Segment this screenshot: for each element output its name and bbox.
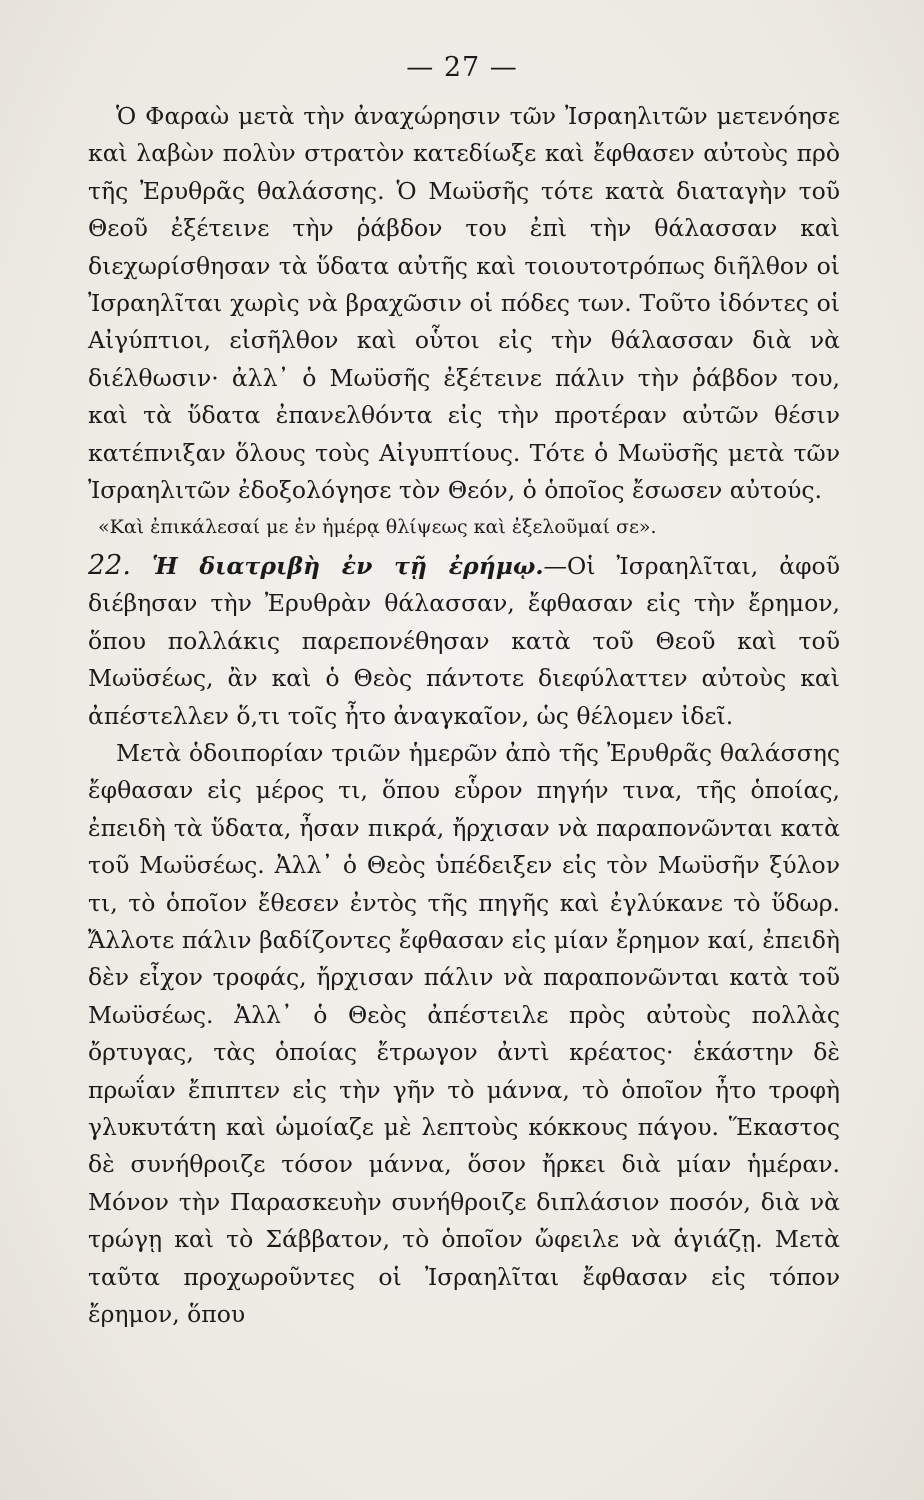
- paragraph-red-sea: Ὁ Φαραὼ μετὰ τὴν ἀναχώρησιν τῶν Ἰσραηλιτῶν μετενόησε καὶ λαβὼν πολὺν στρατὸν κατεδίωξε καὶ ἔφθασεν αὐτοὺς πρὸ τῆς Ἐρυθρᾶς θαλάσσης. Ὁ Μωϋσῆς τότε κατὰ διαταγὴν τοῦ Θεοῦ ἐξέτεινε τὴν ῥάβδον του ἐπὶ τὴν θάλασσαν καὶ διεχωρίσθησαν τὰ ὕδατα αὐτῆς καὶ τοιουτοτρόπως διῆλθον οἱ Ἰσραηλῖται χωρὶς νὰ βραχῶσιν οἱ πόδες των. Τοῦτο ἰδόντες οἱ Αἰγύπτιοι, εἰσῆλθον καὶ οὗτοι εἰς τὴν θάλασσαν διὰ νὰ διέλθωσιν· ἀλλ᾽ ὁ Μωϋσῆς ἐξέτεινε πάλιν τὴν ῥάβδον του, καὶ τὰ ὕδατα ἐπανελθόντα εἰς τὴν προτέραν αὐτῶν θέσιν κατέπνιξαν ὅλους τοὺς Αἰγυπτίους. Τότε ὁ Μωϋσῆς μετὰ τῶν Ἰσραηλιτῶν ἐδοξολόγησε τὸν Θεόν, ὁ ὁποῖος ἔσωσεν αὐτούς.: [88, 102, 840, 505]
- paragraph-desert-journey: Μετὰ ὁδοιπορίαν τριῶν ἡμερῶν ἀπὸ τῆς Ἐρυθρᾶς θαλάσσης ἔφθασαν εἰς μέρος τι, ὅπου εὗρον πηγήν τινα, τῆς ὁποίας, ἐπειδὴ τὰ ὕδατα, ἦσαν πικρά, ἤρχισαν νὰ παραπονῶνται κατὰ τοῦ Μωϋσέως. Ἀλλ᾽ ὁ Θεὸς ὑπέδειξεν εἰς τὸν Μωϋσῆν ξύλον τι, τὸ ὁποῖον ἔθεσεν ἐντὸς τῆς πηγῆς καὶ ἐγλύκανε τὸ ὕδωρ. Ἄλλοτε πάλιν βαδίζοντες ἔφθασαν εἰς μίαν ἔρημον καί, ἐπειδὴ δὲν εἶχον τροφάς, ἤρχισαν πάλιν νὰ παραπονῶνται κατὰ τοῦ Μωϋσέως. Ἀλλ᾽ ὁ Θεὸς ἀπέστειλε πρὸς αὐτοὺς πολλὰς ὄρτυγας, τὰς ὁποίας ἔτρωγον ἀντὶ κρέατος· ἑκάστην δὲ πρωΐαν ἔπιπτεν εἰς τὴν γῆν τὸ μάννα, τὸ ὁποῖον ἦτο τροφὴ γλυκυτάτη καὶ ὡμοίαζε μὲ λεπτοὺς κόκκους πάγου. Ἕκαστος δὲ συνήθροιζε τόσον μάννα, ὅσον ἤρκει διὰ μίαν ἡμέραν. Μόνον τὴν Παρασκευὴν συνήθροιζε διπλάσιον ποσόν, διὰ νὰ τρώγῃ καὶ τὸ Σάββατον, τὸ ὁποῖον ὤφειλε νὰ ἁγιάζῃ. Μετὰ ταῦτα προχωροῦντες οἱ Ἰσραηλῖται ἔφθασαν εἰς τόπον ἔρημον, ὅπου: [88, 738, 840, 1328]
- section-number: 22.: [88, 549, 131, 581]
- section-22-paragraph: [88, 547, 840, 735]
- scripture-quote: «Καὶ ἐπικάλεσαί με ἐν ἡμέρᾳ θλίψεως καὶ ἐξελοῦμαί σε».: [98, 516, 657, 539]
- section-text: —Οἱ Ἰσραηλῖται, ἀφοῦ διέβησαν τὴν Ἐρυθρὰν θάλασσαν, ἔφθασαν εἰς τὴν ἔρημον, ὅπου πολλάκις παρεπονέθησαν κατὰ τοῦ Θεοῦ καὶ τοῦ Μωϋσέως, ἂν καὶ ὁ Θεὸς πάντοτε διεφύλαττεν αὐτοὺς καὶ ἀπέστελλεν ὅ,τι τοῖς ἦτο ἀναγκαῖον, ὡς θέλομεν ἰδεῖ.: [88, 551, 840, 730]
- page-number: — 27 —: [406, 52, 518, 83]
- section-title: Ἡ διατριβὴ ἐν τῇ ἐρήμῳ.: [151, 551, 544, 580]
- body-text: [88, 98, 840, 1333]
